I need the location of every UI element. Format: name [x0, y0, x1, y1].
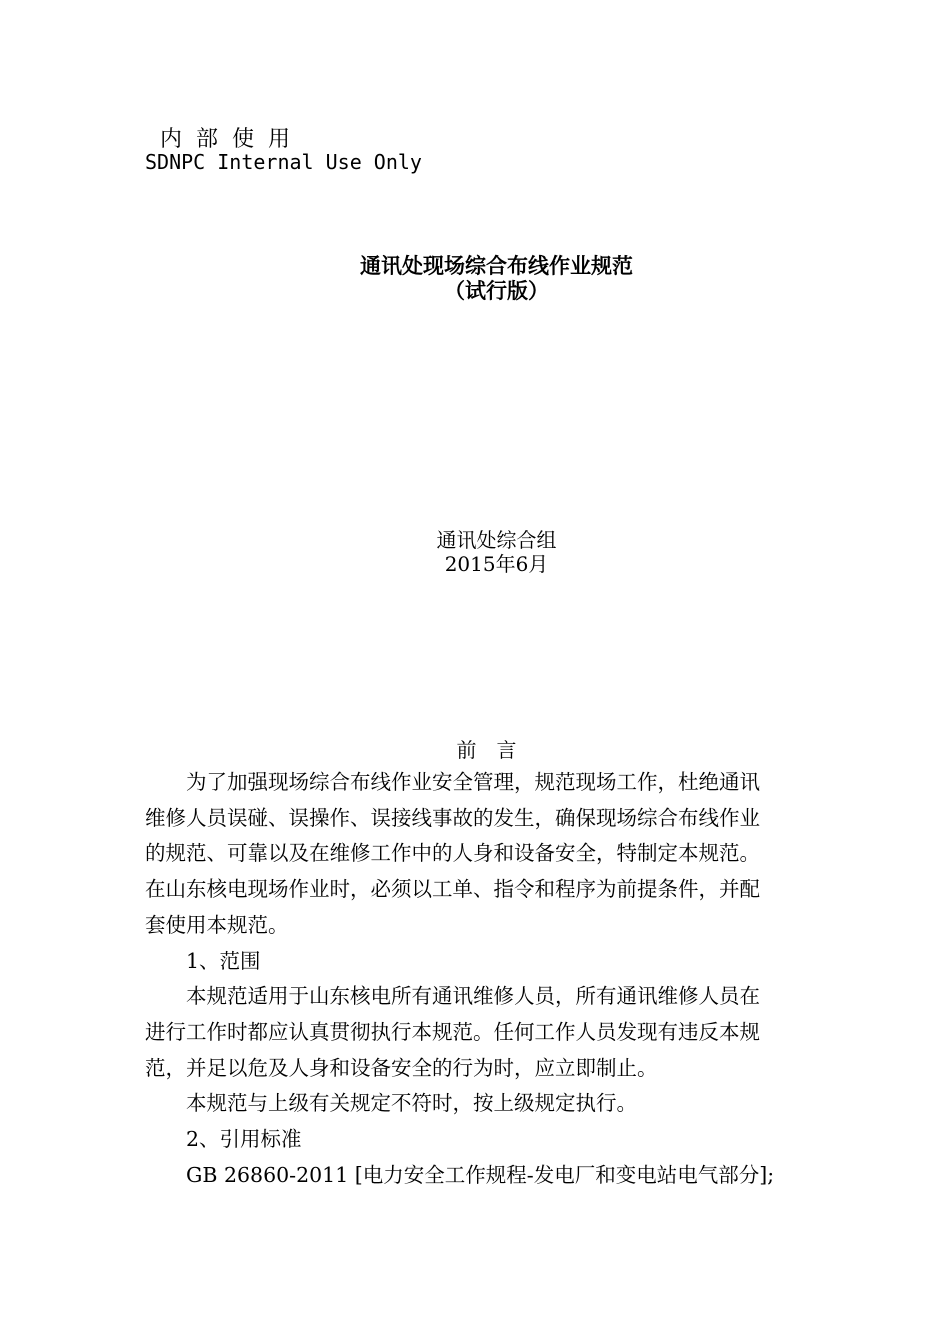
preface-line: 套使用本规范。 — [145, 912, 289, 937]
section-heading-references: 2、引用标准 — [186, 1127, 302, 1152]
document-subtitle: （试行版） — [444, 279, 549, 303]
classification-label: 内部使用 — [160, 127, 305, 152]
reference-item: GB 26860-2011 [电力安全工作规程-发电厂和变电站电气部分]; — [186, 1162, 775, 1187]
issue-date: 2015年6月 — [444, 552, 549, 576]
scope-line: 范，并足以危及人身和设备安全的行为时，应立即制止。 — [145, 1055, 658, 1080]
preface-heading: 前言 — [456, 738, 537, 762]
preface-line: 维修人员误碰、误操作、误接线事故的发生，确保现场综合布线作业 — [145, 805, 760, 830]
document-title: 通讯处现场综合布线作业规范 — [360, 254, 633, 278]
preface-body — [145, 765, 810, 1193]
scope-line: 进行工作时都应认真贯彻执行本规范。任何工作人员发现有违反本规 — [145, 1019, 760, 1044]
preface-line: 在山东核电现场作业时，必须以工单、指令和程序为前提条件，并配 — [145, 877, 760, 902]
scope-note: 本规范与上级有关规定不符时，按上级规定执行。 — [186, 1091, 637, 1116]
preface-line: 的规范、可靠以及在维修工作中的人身和设备安全，特制定本规范。 — [145, 841, 760, 866]
issuing-organization: 通讯处综合组 — [436, 528, 557, 552]
preface-line: 为了加强现场综合布线作业安全管理，规范现场工作，杜绝通讯 — [186, 770, 760, 794]
scope-line: 本规范适用于山东核电所有通讯维修人员，所有通讯维修人员在 — [186, 984, 760, 1009]
section-heading-scope: 1、范围 — [186, 948, 261, 973]
classification-english: SDNPC Internal Use Only — [145, 150, 422, 174]
